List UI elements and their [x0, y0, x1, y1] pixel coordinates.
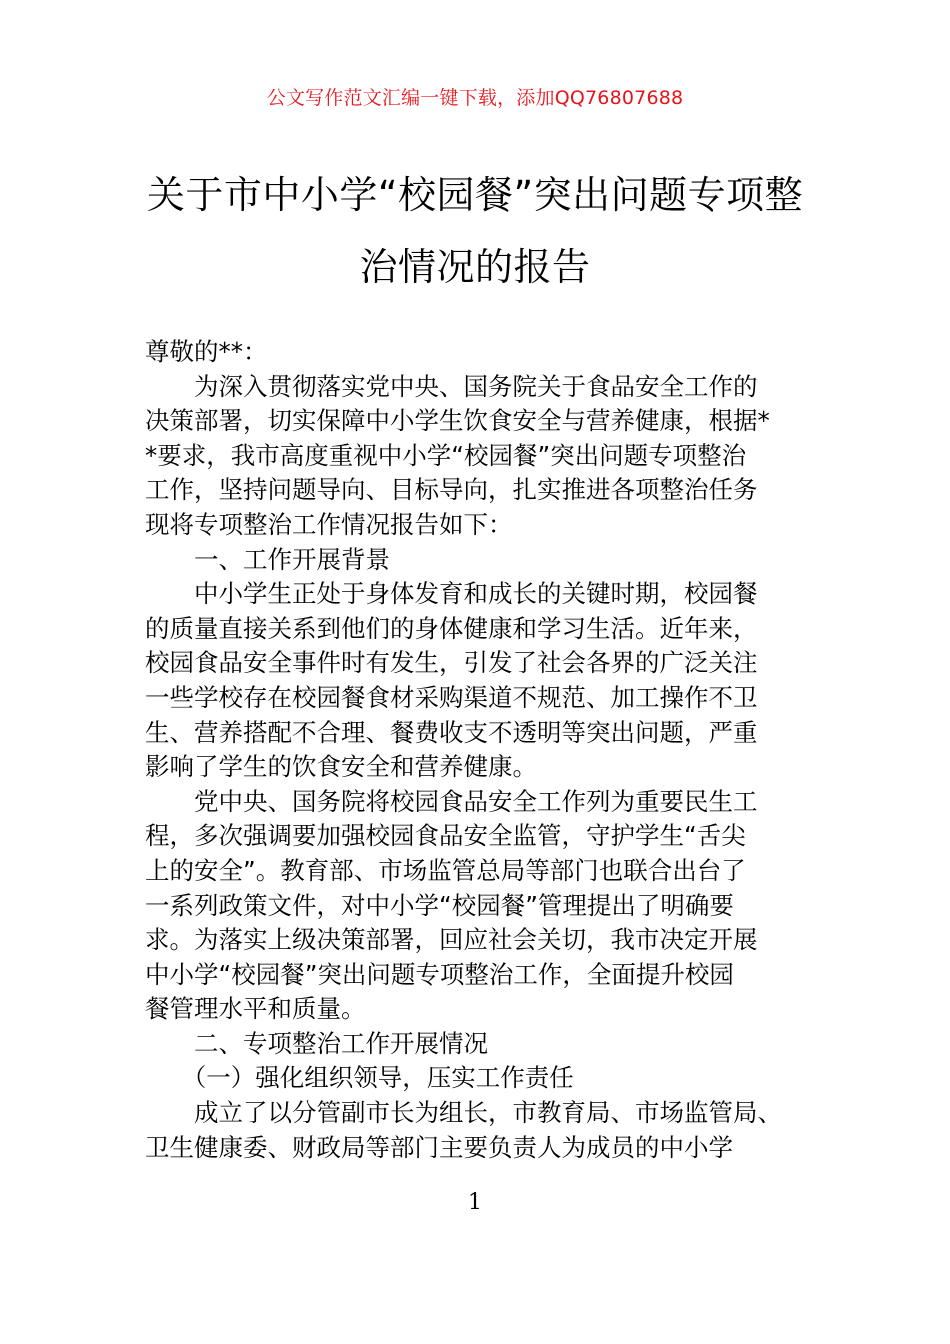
body-line: 餐管理水平和质量。	[145, 994, 366, 1024]
subsection-heading: （一）强化组织领导，压实工作责任	[145, 1063, 574, 1093]
body-line: 决策部署，切实保障中小学生饮食安全与营养健康，根据*	[145, 406, 770, 436]
body-line: 现将专项整治工作情况报告如下：	[145, 509, 513, 539]
body-line: 上的安全”。教育部、市场监管总局等部门也联合出台了	[145, 855, 746, 885]
body-line: 卫生健康委、财政局等部门主要负责人为成员的中小学	[145, 1132, 733, 1162]
body-line: 党中央、国务院将校园食品安全工作列为重要民生工	[145, 786, 758, 816]
body-line: 求。为落实上级决策部署，回应社会关切，我市决定开展	[145, 925, 758, 955]
body-line: 为深入贯彻落实党中央、国务院关于食品安全工作的	[145, 371, 758, 401]
body-line: 程，多次强调要加强校园食品安全监管，守护学生“舌尖	[145, 821, 746, 851]
download-notice: 公文写作范文汇编一键下载，添加QQ76807688	[266, 87, 684, 109]
body-line: 的质量直接关系到他们的身体健康和学习生活。近年来，	[145, 613, 758, 643]
body-line: 工作，坚持问题导向、目标导向，扎实推进各项整治任务	[145, 475, 758, 505]
document-body	[145, 335, 815, 1165]
body-line: 一系列政策文件，对中小学“校园餐”管理提出了明确要	[145, 890, 734, 920]
section-heading: 二、专项整治工作开展情况	[145, 1028, 488, 1058]
body-line: 中小学生正处于身体发育和成长的关键时期，校园餐	[145, 579, 758, 609]
body-line: 生、营养搭配不合理、餐费收支不透明等突出问题，严重	[145, 717, 758, 747]
body-line: 成立了以分管副市长为组长，市教育局、市场监管局、	[145, 1098, 782, 1128]
body-line: 校园食品安全事件时有发生，引发了社会各界的广泛关注	[145, 648, 758, 678]
document-title-line-1: 关于市中小学“校园餐”突出问题专项整	[146, 173, 804, 217]
document-title-line-2: 治情况的报告	[359, 245, 591, 289]
body-line: *要求，我市高度重视中小学“校园餐”突出问题专项整治	[145, 440, 747, 470]
section-heading: 一、工作开展背景	[145, 544, 390, 574]
body-line: 尊敬的**：	[145, 337, 268, 366]
body-line: 影响了学生的饮食安全和营养健康。	[145, 752, 537, 782]
body-line: 一些学校存在校园餐食材采购渠道不规范、加工操作不卫	[145, 682, 758, 712]
page-number: 1	[468, 1190, 482, 1215]
body-line: 中小学“校园餐”突出问题专项整治工作，全面提升校园	[145, 959, 734, 989]
